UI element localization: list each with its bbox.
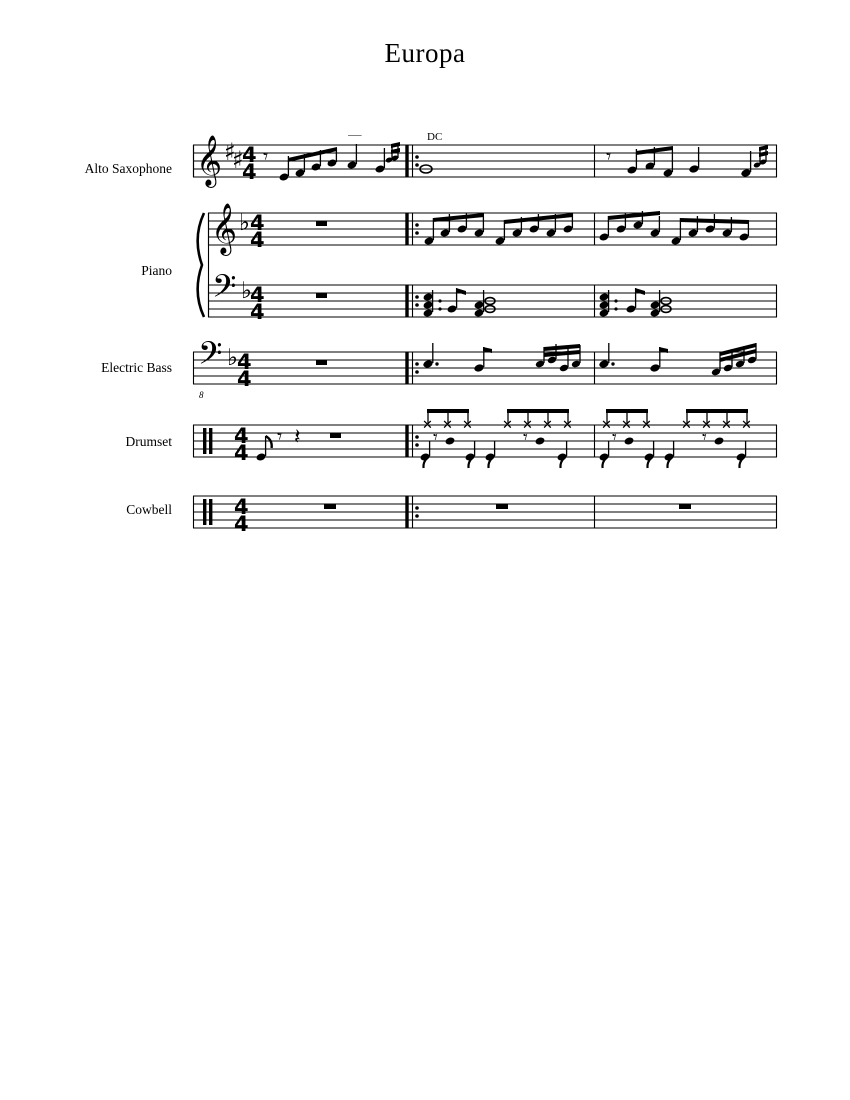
chord	[650, 290, 671, 318]
kick-group	[599, 441, 747, 468]
percussion-clef-icon	[209, 499, 212, 525]
time-signature-denominator: 4	[250, 228, 265, 252]
x-notehead: ✕	[522, 418, 533, 433]
whole-rest	[316, 360, 327, 365]
x-notehead: ✕	[442, 418, 453, 433]
time-signature-numerator: 4	[250, 211, 265, 235]
flat-icon: ♭	[227, 345, 238, 371]
x-notehead: ✕	[462, 418, 473, 433]
x-notehead: ✕	[562, 418, 573, 433]
percussion-clef-icon	[203, 499, 206, 525]
eighth-rest-icon: 𝄾	[523, 427, 528, 448]
chord	[423, 290, 442, 318]
eighth-rest-icon: 𝄾	[612, 427, 617, 448]
note-group	[688, 147, 751, 178]
whole-rest	[496, 504, 508, 509]
eighth-rest-icon: 𝄾	[606, 144, 612, 168]
snare-note	[714, 436, 725, 445]
percussion-clef-icon	[209, 428, 212, 454]
whole-rest	[330, 433, 341, 438]
instrument-label-alto-saxophone: Alto Saxophone	[84, 161, 172, 176]
time-signature-denominator: 4	[234, 441, 249, 465]
staff-piano-treble	[208, 203, 777, 256]
quarter-rest-icon: 𝄽	[294, 425, 301, 450]
time-signature-denominator: 4	[250, 300, 265, 324]
x-notehead: ✕	[641, 418, 652, 433]
sharp-icon: ♯	[232, 146, 244, 174]
chord	[474, 290, 495, 318]
eighth-rest-icon: 𝄾	[277, 424, 283, 448]
time-signature-denominator: 4	[234, 512, 249, 536]
eighth-flag	[266, 436, 272, 448]
x-notehead: ✕	[502, 418, 513, 433]
staff-drumset	[193, 409, 777, 468]
time-signature-numerator: 4	[242, 143, 257, 167]
note-group	[347, 127, 386, 174]
x-notehead: ✕	[542, 418, 553, 433]
x-notehead: ✕	[422, 418, 433, 433]
note-group	[279, 147, 338, 182]
eighth-rest-icon: 𝄾	[263, 144, 269, 168]
time-signature-denominator: 4	[242, 160, 257, 184]
whole-rest	[316, 221, 327, 226]
time-signature-numerator: 4	[250, 283, 265, 307]
hihat-group	[502, 409, 573, 433]
dc-marking: DC	[427, 131, 443, 143]
time-signature-denominator: 4	[237, 367, 252, 391]
whole-rest	[679, 504, 691, 509]
x-notehead: ✕	[681, 418, 692, 433]
x-notehead: ✕	[621, 418, 632, 433]
piano-brace	[198, 213, 204, 317]
bass-clef-icon: 𝄢	[212, 268, 237, 312]
whole-rest	[324, 504, 336, 509]
instrument-label-cowbell: Cowbell	[126, 502, 172, 517]
time-signature-numerator: 4	[237, 350, 252, 374]
instrument-label-electric-bass: Electric Bass	[101, 360, 172, 375]
grace-note-group	[753, 145, 768, 168]
snare-note	[535, 436, 546, 445]
kick-group	[420, 441, 568, 468]
staff-electric-bass	[193, 335, 777, 391]
snare-note	[445, 436, 456, 445]
snare-note	[624, 436, 635, 445]
whole-rest	[316, 293, 327, 298]
x-notehead: ✕	[741, 418, 752, 433]
percussion-clef-icon	[203, 428, 206, 454]
treble-clef-icon: 𝄞	[211, 203, 238, 254]
flat-icon: ♭	[239, 210, 250, 236]
staff-cowbell	[193, 495, 777, 536]
note-group	[627, 146, 674, 178]
staff-piano-bass	[198, 213, 777, 324]
hihat-group	[422, 409, 473, 433]
sharp-icon: ♯	[224, 138, 236, 166]
eighth-rest-icon: 𝄾	[702, 427, 707, 448]
score-title: Europa	[384, 38, 466, 68]
note-group	[671, 214, 750, 246]
x-notehead: ✕	[601, 418, 612, 433]
measure-number: 8	[199, 390, 204, 400]
eighth-rest-icon: 𝄾	[433, 427, 438, 448]
time-signature-numerator: 4	[234, 424, 249, 448]
time-signature-numerator: 4	[234, 495, 249, 519]
x-notehead: ✕	[721, 418, 732, 433]
flat-icon: ♭	[241, 278, 252, 304]
instrument-label-piano: Piano	[141, 263, 172, 278]
treble-clef-icon: 𝄞	[196, 135, 223, 186]
instrument-label-drumset: Drumset	[125, 434, 172, 449]
chord	[599, 290, 618, 318]
staff-alto-saxophone	[193, 127, 777, 188]
x-notehead: ✕	[701, 418, 712, 433]
hihat-group	[681, 409, 752, 433]
hihat-group	[601, 409, 652, 433]
fermata-icon: 𝄖	[348, 127, 362, 147]
bass-clef-icon: 𝄢	[198, 335, 223, 379]
